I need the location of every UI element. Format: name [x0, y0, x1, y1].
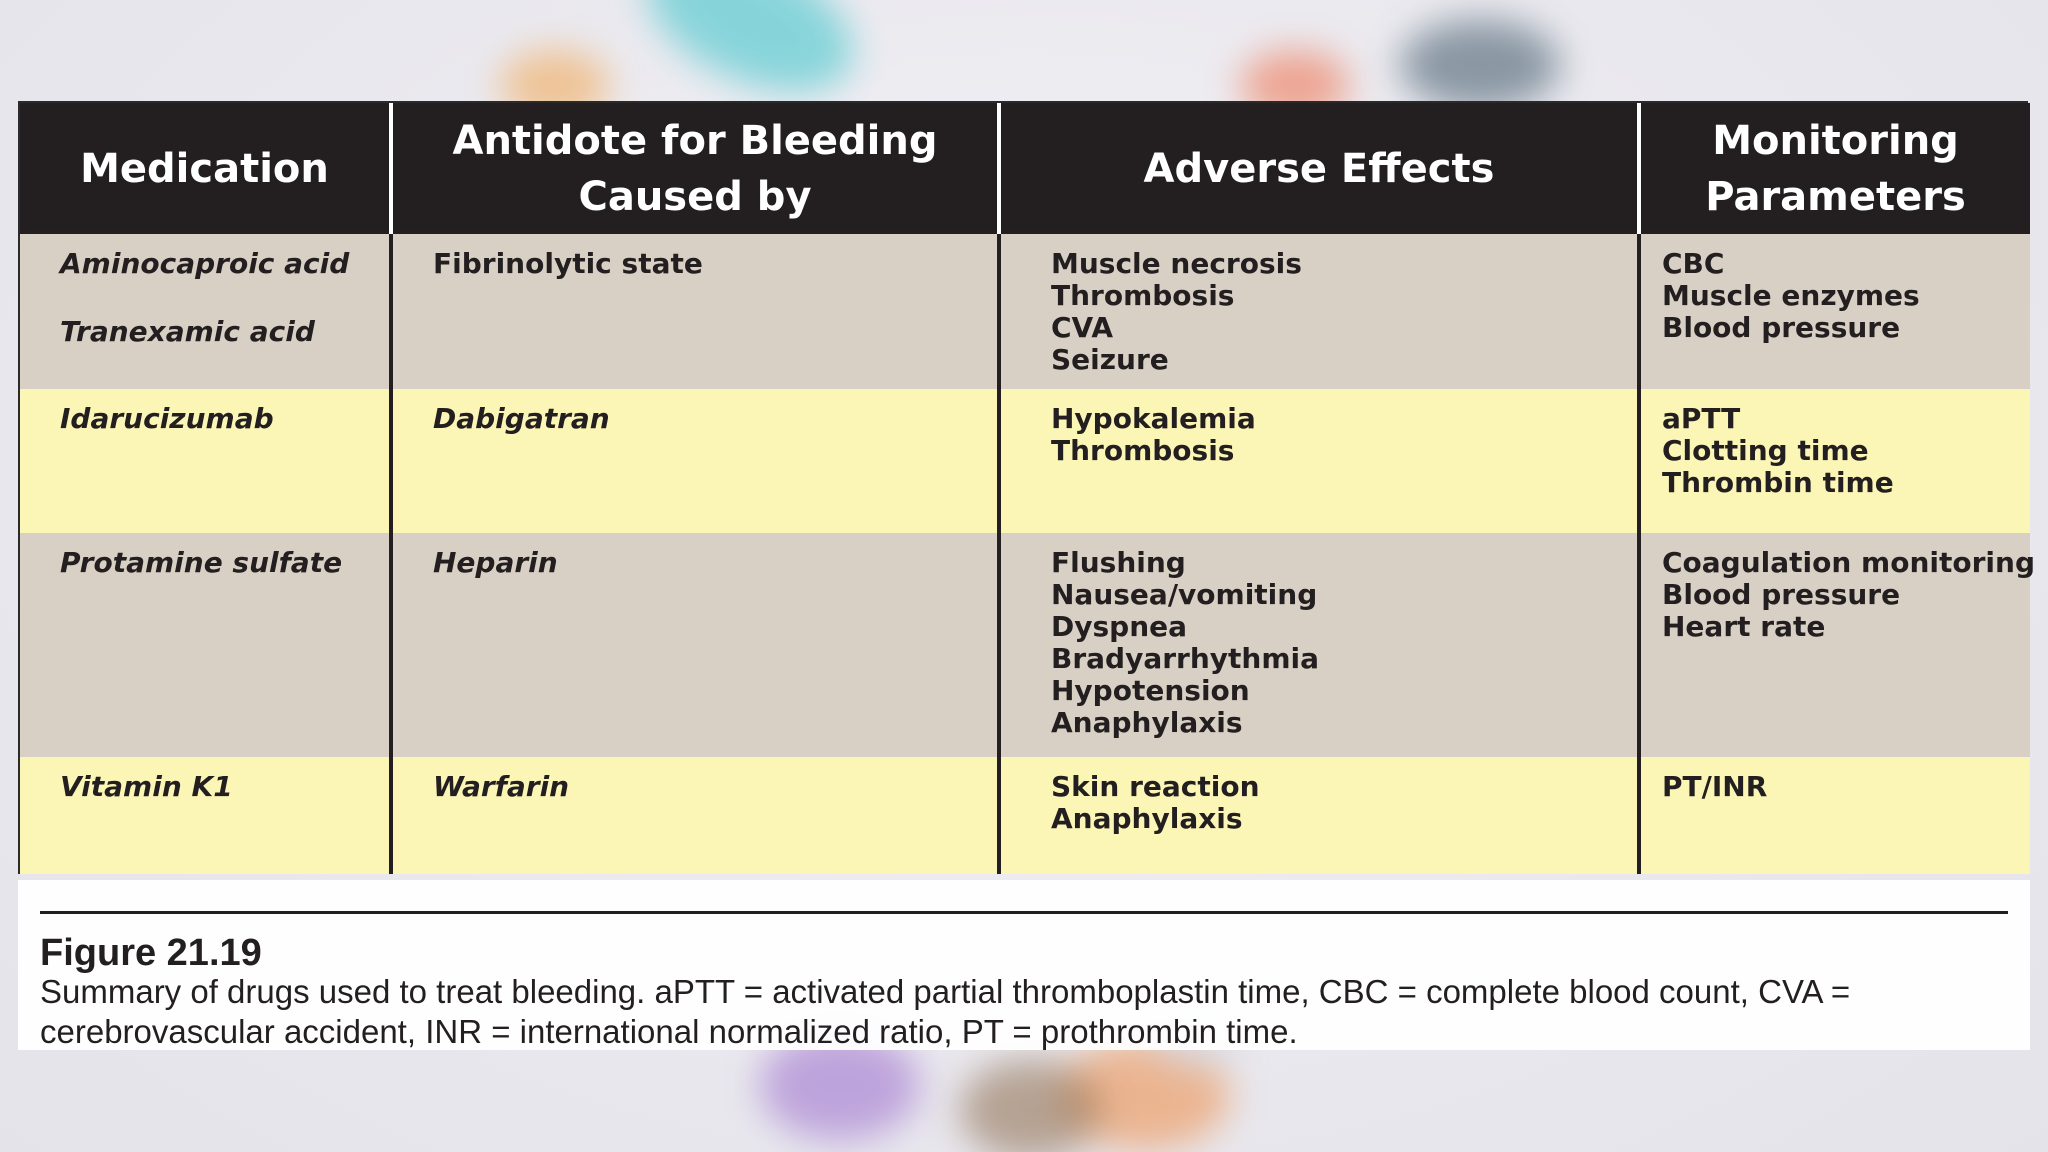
table-row — [20, 533, 2030, 757]
medication-cell — [20, 389, 391, 533]
adverse-effect: Bradyarrhythmia — [1051, 642, 1320, 675]
adverse-effects-cell — [999, 234, 1639, 389]
antidote-cell — [391, 757, 999, 874]
adverse-effect: Anaphylaxis — [1051, 802, 1243, 835]
figure-description: Summary of drugs used to treat bleeding. aPTT = activated partial thromboplastin time, CBC = complete blood count, CVA = cerebrovascular accident, INR = international normalized ratio, PT = prothrombin time. — [40, 973, 1851, 1050]
medication-cell — [20, 757, 391, 874]
caption-divider — [40, 911, 2008, 914]
adverse-effects-cell — [999, 757, 1639, 874]
medication-name: Tranexamic acid — [60, 315, 315, 348]
adverse-effect: Thrombosis — [1051, 279, 1235, 312]
antidote-cell — [391, 389, 999, 533]
antidote-for: Heparin — [433, 546, 558, 579]
monitoring-parameter: CBC — [1662, 247, 1725, 280]
figure-caption — [18, 880, 2030, 1050]
table-header-row — [20, 103, 2030, 234]
adverse-effect: Nausea/vomiting — [1051, 578, 1318, 611]
monitoring-parameter: aPTT — [1662, 402, 1741, 435]
adverse-effect: Anaphylaxis — [1051, 706, 1243, 739]
adverse-effect: Hypotension — [1051, 674, 1250, 707]
monitoring-parameter: Muscle enzymes — [1662, 279, 1920, 312]
table-row — [20, 389, 2030, 533]
figure-title: Figure 21.19 — [40, 932, 262, 974]
monitoring-cell — [1639, 234, 2030, 389]
medication-name: Aminocaproic acid — [60, 247, 350, 280]
adverse-effect: Flushing — [1051, 546, 1186, 579]
monitoring-parameter: Blood pressure — [1662, 578, 1901, 611]
monitoring-cell — [1639, 533, 2035, 757]
antidote-cell — [391, 234, 999, 389]
adverse-effect: CVA — [1051, 311, 1113, 344]
monitoring-parameter: Clotting time — [1662, 434, 1869, 467]
monitoring-cell — [1639, 757, 2030, 874]
medication-name: Vitamin K1 — [60, 770, 233, 803]
adverse-effect: Dyspnea — [1051, 610, 1188, 643]
monitoring-parameter: Thrombin time — [1662, 466, 1894, 499]
adverse-effect: Seizure — [1051, 343, 1169, 376]
antidote-for: Fibrinolytic state — [433, 247, 703, 280]
medication-cell — [20, 533, 391, 757]
antidote-for: Dabigatran — [433, 402, 610, 435]
antidote-cell — [391, 533, 999, 757]
medication-name: Protamine sulfate — [60, 546, 343, 579]
header-adverse-effects: Adverse Effects — [999, 103, 1639, 234]
adverse-effects-cell — [999, 533, 1639, 757]
medication-name: Idarucizumab — [60, 402, 274, 435]
antidote-for: Warfarin — [433, 770, 570, 803]
monitoring-parameter: Coagulation monitoring — [1662, 546, 2035, 579]
blurred-pill-brown — [960, 1060, 1100, 1152]
header-medication: Medication — [20, 103, 391, 234]
adverse-effect: Skin reaction — [1051, 770, 1260, 803]
adverse-effects-cell — [999, 389, 1639, 533]
monitoring-parameter: Heart rate — [1662, 610, 1826, 643]
monitoring-parameter: PT/INR — [1662, 770, 1768, 803]
medication-cell — [20, 234, 391, 389]
table-row — [20, 757, 2030, 874]
bleeding-drugs-table — [20, 103, 2035, 874]
monitoring-cell — [1639, 389, 2030, 533]
table-row — [20, 234, 2030, 389]
monitoring-parameter: Blood pressure — [1662, 311, 1901, 344]
adverse-effect: Thrombosis — [1051, 434, 1235, 467]
header-antidote-for: Antidote for Bleeding Caused by — [391, 103, 999, 234]
drug-table-container — [18, 101, 2035, 874]
blurred-capsule-dark — [1400, 20, 1560, 110]
adverse-effect: Muscle necrosis — [1051, 247, 1302, 280]
header-monitoring-parameters: Monitoring Parameters — [1639, 103, 2030, 234]
adverse-effect: Hypokalemia — [1051, 402, 1256, 435]
